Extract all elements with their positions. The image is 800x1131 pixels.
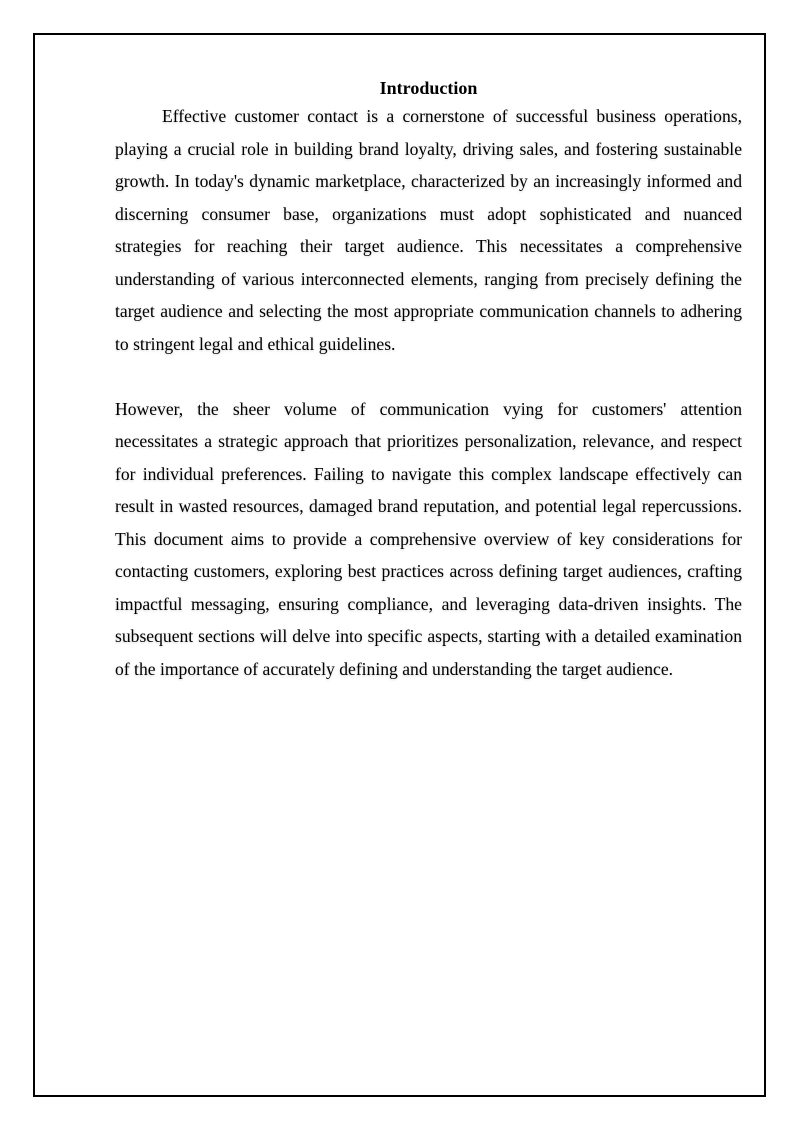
document-body: [115, 76, 742, 685]
paragraph-introduction: Effective customer contact is a cornerstone of successful business operations, playing a crucial role in building brand loyalty, driving sales, and fostering sustainable growth. In today's dynamic marketplace, characterized by an increasingly informed and discerning consumer base, organizations must adopt sophisticated and nuanced strategies for reaching their target audience. This necessitates a comprehensive understanding of various interconnected elements, ranging from precisely defining the target audience and selecting the most appropriate communication channels to adhering to stringent legal and ethical guidelines.: [115, 106, 742, 354]
section-title: Introduction: [379, 78, 478, 98]
paragraph-overview: However, the sheer volume of communication vying for customers' attention necessitates a strategic approach that prioritizes personalization, relevance, and respect for individual preferences. Failing to navigate this complex landscape effectively can result in wasted resources, damaged brand reputation, and potential legal repercussions. This document aims to provide a comprehensive overview of key considerations for contacting customers, exploring best practices across defining target audiences, crafting impactful messaging, ensuring compliance, and leveraging data-driven insights. The subsequent sections will delve into specific aspects, starting with a detailed examination of the importance of accurately defining and understanding the target audience.: [115, 398, 742, 679]
